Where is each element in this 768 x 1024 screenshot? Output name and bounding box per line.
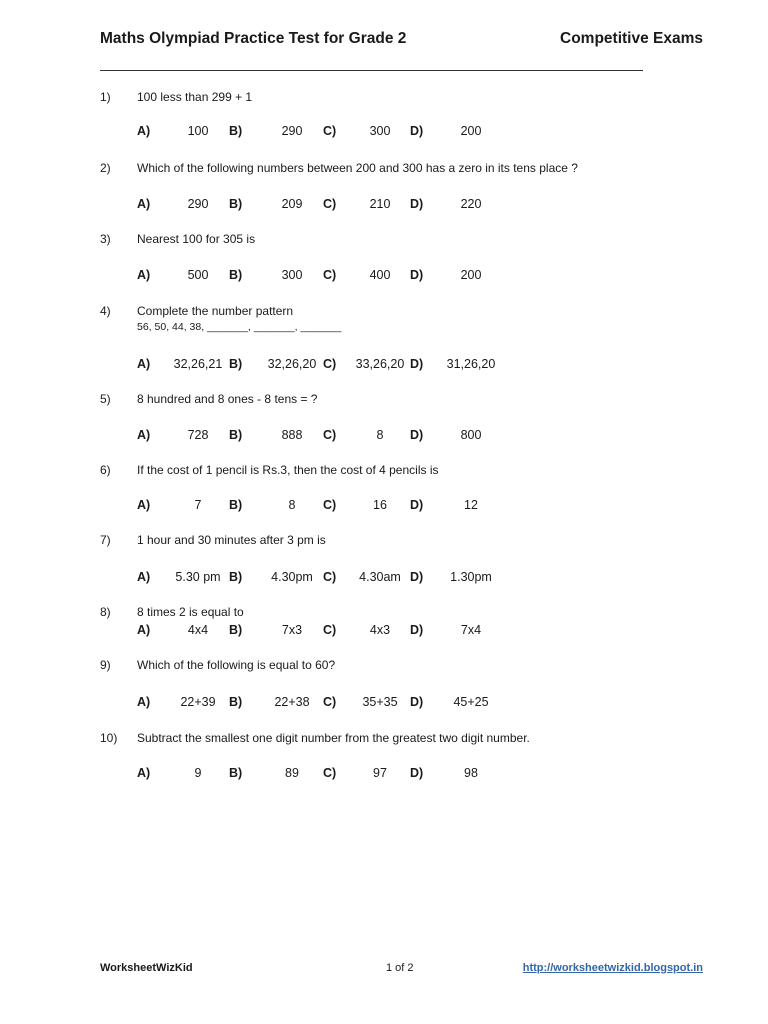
option-label: C) [323,695,337,709]
question-text: If the cost of 1 pencil is Rs.3, then the cost of 4 pencils is [137,463,439,477]
option-label: B) [229,197,243,211]
option-value: 45+25 [453,695,489,709]
header-divider [100,70,643,71]
option-label: A) [137,124,151,138]
option-value: 8 [288,498,296,512]
option-value: 200 [460,124,482,138]
option-label: A) [137,357,151,371]
option-value: 300 [281,268,303,282]
option-value: 31,26,20 [446,357,496,371]
option-value: 8 [376,428,384,442]
option-label: B) [229,124,243,138]
option-value: 4x3 [369,623,391,637]
option-value: 209 [281,197,303,211]
option-label: D) [410,766,424,780]
answer-options [137,197,537,213]
option-value: 98 [464,766,478,780]
option-label: A) [137,197,151,211]
option-value: 290 [187,197,209,211]
option-value: 500 [187,268,209,282]
option-label: C) [323,623,337,637]
option-label: C) [323,268,337,282]
option-label: A) [137,570,151,584]
answer-options [137,428,537,444]
option-value: 33,26,20 [355,357,405,371]
question-number: 9) [100,658,111,672]
option-label: D) [410,357,424,371]
option-value: 16 [373,498,387,512]
answer-options [137,268,537,284]
page-number: 1 of 2 [386,962,414,974]
question-text: 8 hundred and 8 ones - 8 tens = ? [137,392,318,406]
answer-options [137,766,537,782]
option-value: 4x4 [187,623,209,637]
question-text: 100 less than 299 + 1 [137,90,253,104]
answer-options [137,498,537,514]
answer-options [137,695,537,711]
option-label: D) [410,428,424,442]
question-text: 8 times 2 is equal to [137,605,244,619]
option-label: A) [137,268,151,282]
option-label: C) [323,197,337,211]
option-value: 210 [369,197,391,211]
footer-link[interactable]: http://worksheetwizkid.blogspot.in [522,962,703,974]
option-value: 200 [460,268,482,282]
option-label: A) [137,766,151,780]
option-value: 32,26,21 [173,357,223,371]
footer-brand: WorksheetWizKid [100,962,193,974]
answer-options [137,357,537,373]
option-value: 888 [281,428,303,442]
option-label: A) [137,428,151,442]
option-label: B) [229,498,243,512]
option-value: 9 [194,766,202,780]
option-label: C) [323,428,337,442]
option-label: C) [323,766,337,780]
option-value: 7x3 [281,623,303,637]
question-number: 7) [100,533,111,547]
option-value: 800 [460,428,482,442]
option-value: 7 [194,498,202,512]
option-label: C) [323,357,337,371]
option-label: B) [229,357,243,371]
option-value: 4.30am [359,570,401,584]
question-text: Nearest 100 for 305 is [137,232,256,246]
page-title: Maths Olympiad Practice Test for Grade 2 [100,30,407,47]
answer-options [137,623,537,639]
question-number: 6) [100,463,111,477]
question-number: 10) [100,731,118,745]
option-value: 5.30 pm [175,570,221,584]
option-value: 22+38 [274,695,310,709]
option-label: D) [410,695,424,709]
option-label: A) [137,623,151,637]
option-value: 290 [281,124,303,138]
option-value: 300 [369,124,391,138]
question-text: Which of the following numbers between 200 and 300 has a zero in its tens place ? [137,161,578,175]
option-value: 728 [187,428,209,442]
option-value: 22+39 [180,695,216,709]
option-label: B) [229,766,243,780]
option-label: D) [410,124,424,138]
question-text: Subtract the smallest one digit number from the greatest two digit number. [137,731,530,745]
option-value: 12 [464,498,478,512]
option-label: B) [229,428,243,442]
question-text: Which of the following is equal to 60? [137,658,336,672]
question-number: 8) [100,605,111,619]
option-label: D) [410,197,424,211]
question-number: 4) [100,304,111,318]
option-label: A) [137,695,151,709]
option-label: A) [137,498,151,512]
question-number: 5) [100,392,111,406]
option-value: 32,26,20 [267,357,317,371]
question-text: 1 hour and 30 minutes after 3 pm is [137,533,326,547]
question-number: 2) [100,161,111,175]
option-value: 7x4 [460,623,482,637]
option-label: B) [229,695,243,709]
option-label: C) [323,570,337,584]
page-category: Competitive Exams [560,30,703,47]
question-number: 3) [100,232,111,246]
option-label: B) [229,623,243,637]
option-label: D) [410,570,424,584]
answer-options [137,570,537,586]
answer-options [137,124,537,140]
option-label: C) [323,498,337,512]
option-label: B) [229,570,243,584]
option-value: 400 [369,268,391,282]
option-value: 97 [373,766,387,780]
option-value: 35+35 [362,695,398,709]
option-label: D) [410,498,424,512]
question-number: 1) [100,90,111,104]
option-value: 220 [460,197,482,211]
option-value: 1.30pm [450,570,492,584]
option-label: D) [410,268,424,282]
question-subtext: 56, 50, 44, 38, _______, _______, _______ [137,321,342,333]
option-value: 100 [187,124,209,138]
option-value: 4.30pm [271,570,313,584]
option-label: D) [410,623,424,637]
option-label: C) [323,124,337,138]
option-label: B) [229,268,243,282]
option-value: 89 [285,766,299,780]
question-text: Complete the number pattern [137,304,294,318]
